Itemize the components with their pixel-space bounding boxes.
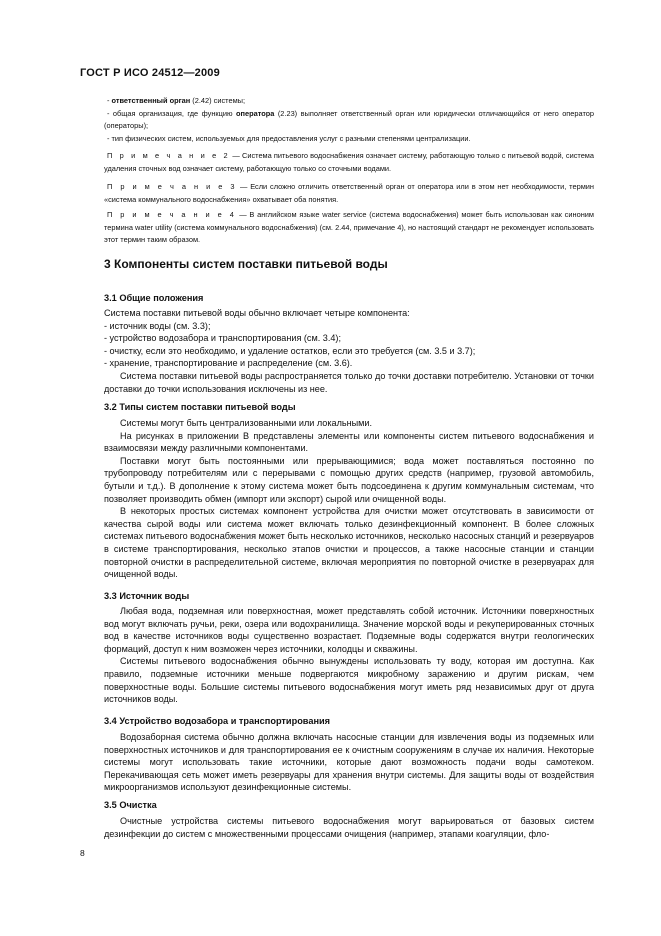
page-number: 8 [80,848,85,858]
section-body [104,731,594,794]
subsection-heading: 3.3 Источник воды [104,591,190,601]
note: П р и м е ч а н и е 3 — Если сложно отличить ответственный орган от оператора или в этом нет необходимости, термин «система коммунального водоснабжения» охватывает оба понятия. [104,182,594,204]
list-item: - источник воды (см. 3.3); [104,320,211,331]
section-body [104,815,594,840]
definition-item: - ответственный орган (2.42) системы; [107,96,246,105]
paragraph: В некоторых простых системах компонент устройства для очистки может отсутствовать в зависимости от качества сырой воды или система может включать только дезинфекционный компонент. В более сложных системах питьевого водоснабжения может быть несколько источников, несколько насосных станций и резервуаров в системе транспортирования, несколько этапов очистки и процессов, а также насосные станции и станции повторной очистки в распределительной системе, включая мероприятия по повторной очистке в резервуарах для очищенной воды. [104,506,594,580]
section-body [104,605,594,706]
paragraph: На рисунках в приложении В представлены элементы или компоненты систем питьевого водоснабжения и взаимосвязи между различными компонентами. [104,430,594,454]
subsection-heading: 3.2 Типы систем поставки питьевой воды [104,402,296,412]
paragraph: Системы могут быть централизованными или локальными. [120,418,373,428]
paragraph: Водозаборная система обычно должна включать насосные станции для извлечения воды из подземных или поверхностных источников и для транспортирования ее к очистным сооружениям в случае их наличия. Некоторые системы могут использовать такие источники, которые дают возможность подачи воды самотеком. Перекачивающая сеть может иметь резервуары для хранения внутри системы. Для защиты воды от воздействия микроорганизмов используют дезинфекционные системы. [104,732,594,793]
note: П р и м е ч а н и е 4 — В английском языке water service (система водоснабжения) может быть использован как синоним термина water utility (система коммунального водоснабжения) (см. 2.44, примечание 4), но настоящий стандарт не рекомендует использовать этот термин таким образом. [104,210,594,244]
note-label: П р и м е ч а н и е 4 [107,210,237,219]
section-body [104,417,594,581]
list-item: - хранение, транспортирование и распределение (см. 3.6). [104,358,353,369]
note: П р и м е ч а н и е 2 — Система питьевого водоснабжения означает систему, работающую только с питьевой водой, система удаления сточных вод означает систему, работающую только со сточными водами. [104,151,594,173]
section-body [104,307,594,395]
list-item: - очистку, если это необходимо, и удаление остатков, если это требуется (см. 3.5 и 3.7); [104,345,476,356]
section-heading: 3 Компоненты систем поставки питьевой воды [104,257,388,271]
paragraph: Поставки могут быть постоянными или прерывающимися; вода может поставляться постоянно по трубопроводу потребителям или с перерывами с помощью других средств (например, грузовой автомобиль, бутыли и т.д.). В дополнение к этому система может быть подсоединена к другим коммунальным системам, что позволяет производить обмен (импорт или экспорт) сырой или очищенной воды. [104,455,594,504]
definition-list [104,95,594,145]
document-header: ГОСТ Р ИСО 24512—2009 [80,67,220,79]
definition-item: - общая организация, где функцию оператора (2.23) выполняет ответственный орган или юридически отличающийся от него оператор (операторы); [104,108,594,130]
subsection-heading: 3.1 Общие положения [104,293,204,303]
note-label: П р и м е ч а н и е 2 [107,151,231,160]
paragraph: Любая вода, подземная или поверхностная, может представлять собой источник. Источники поверхностных вод могут включать ручьи, реки, озера или водохранилища. Значение морской воды и рекуперированных сточных вод в качестве источников воды существенно возрастает. Подземные воды содержатся внутри геологических формаций, доступ к ним возможен через источники, колодцы и скважины. [104,606,594,654]
list-item: Система поставки питьевой воды обычно включает четыре компонента: [104,308,410,318]
subsection-heading: 3.5 Очистка [104,800,157,810]
subsection-heading: 3.4 Устройство водозабора и транспортирования [104,716,330,726]
note-label: П р и м е ч а н и е 3 [107,182,238,191]
paragraph: Система поставки питьевой воды распространяется только до точки доставки потребителю. Установки от точки доставки до точки использования исключены из нее. [104,370,594,394]
paragraph: Системы питьевого водоснабжения обычно вынуждены использовать ту воду, которая им доступна. Как правило, подземные источники меньше подвергаются микробному заражению и другим рискам, чем поверхностные воды. Большие системы питьевого водоснабжения могут иметь ряд независимых друг от друга источников воды. [104,656,594,705]
definition-item: - тип физических систем, используемых для предоставления услуг с разными степенями централизации. [107,133,471,143]
list-item: - устройство водозабора и транспортирования (см. 3.4); [104,333,341,344]
paragraph: Очистные устройства системы питьевого водоснабжения могут варьироваться от базовых систем дезинфекции до систем с множественными процессами очищения (например, этапами коагуляции, фло- [104,816,594,839]
